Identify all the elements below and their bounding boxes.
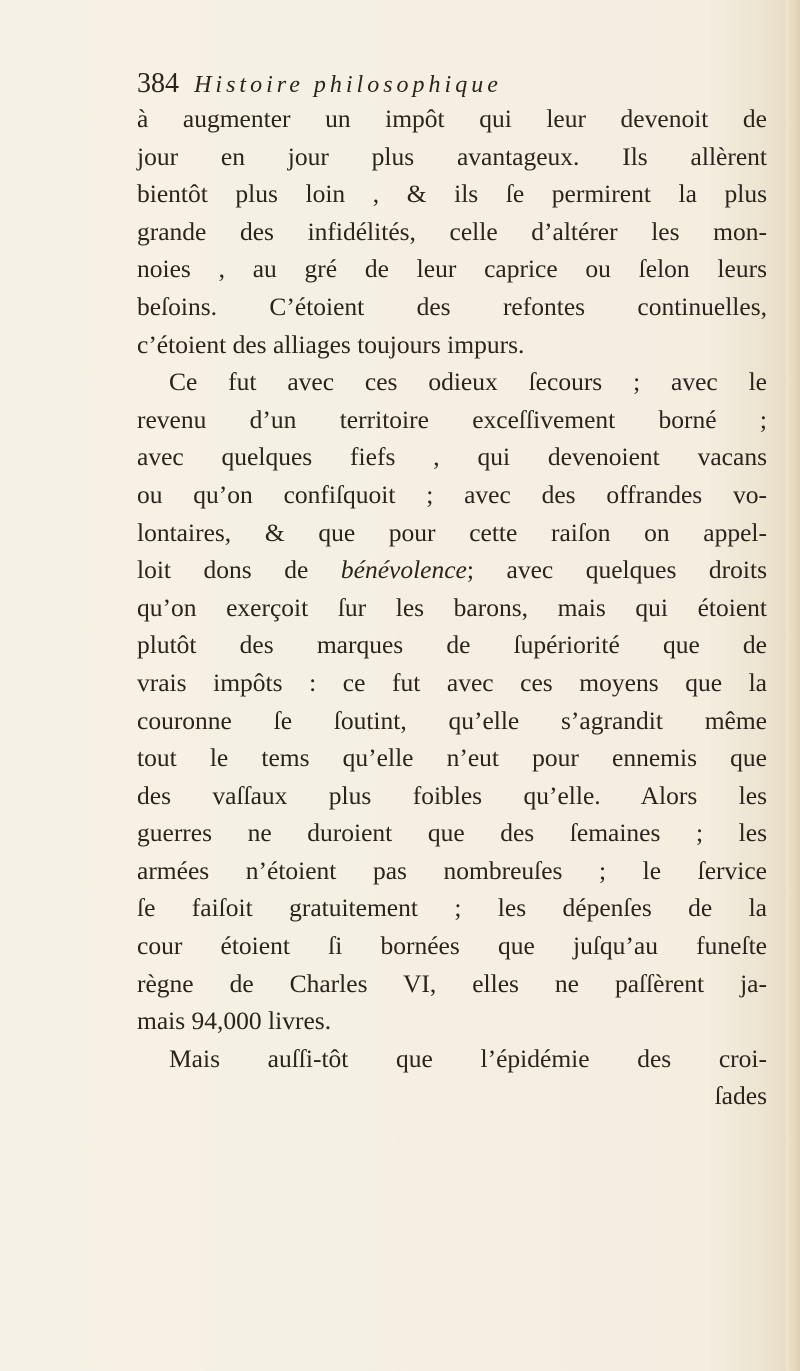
text-line: Mais auſſi-tôt que l’épidémie des croi- [169, 1043, 767, 1073]
body-text [137, 100, 767, 1115]
text-line: ou qu’on confiſquoit ; avec des offrandes vo- [137, 479, 767, 509]
text-line: ſe faiſoit gratuitement ; les dépenſes de la [137, 893, 767, 923]
text-line: armées n’étoient pas nombreuſes ; le ſervice [137, 855, 767, 885]
text-line: des vaſſaux plus foibles qu’elle. Alors les [137, 780, 767, 810]
text-line: beſoins. C’étoient des refontes continuelles, [137, 291, 767, 321]
running-title: Histoire philosophique [194, 72, 502, 98]
text-line: lontaires, & que pour cette raiſon on appel- [137, 517, 767, 547]
text-segment: loit dons de [137, 555, 309, 585]
catchword: ſades [714, 1081, 767, 1111]
text-line: couronne ſe ſoutint, qu’elle s’agrandit même [137, 705, 767, 735]
text-line: grande des infidélités, celle d’altérer les mon- [137, 216, 767, 246]
text-line: vrais impôts : ce fut avec ces moyens que la [137, 667, 767, 697]
text-line: revenu d’un territoire exceſſivement borné ; [137, 404, 767, 434]
text-line: qu’on exerçoit ſur les barons, mais qui étoient [137, 592, 767, 622]
italic-term: bénévolence [340, 555, 467, 585]
page-edge [786, 0, 800, 1371]
text-line: guerres ne duroient que des ſemaines ; les [137, 818, 767, 848]
text-line: noies , au gré de leur caprice ou ſelon leurs [137, 254, 767, 284]
text-line: règne de Charles VI, elles ne paſſèrent ja- [137, 968, 767, 998]
text-line: Ce fut avec ces odieux ſecours ; avec le [169, 367, 767, 397]
text-segment: ; avec quelques droits [466, 555, 768, 585]
text-line: jour en jour plus avantageux. Ils allèrent [137, 141, 767, 171]
page-number: 384 [137, 68, 179, 99]
text-line: à augmenter un impôt qui leur devenoit de [137, 104, 767, 133]
text-line: bientôt plus loin , & ils ſe permirent la plus [137, 179, 767, 209]
text-line [137, 551, 767, 589]
text-line: cour étoient ſi bornées que juſqu’au funeſte [137, 931, 767, 961]
text-line: mais 94,000 livres. [137, 1006, 332, 1036]
text-line: c’étoient des alliages toujours impurs. [137, 329, 525, 359]
text-line: avec quelques fiefs , qui devenoient vacans [137, 442, 767, 472]
text-line: plutôt des marques de ſupériorité que de [137, 630, 767, 660]
text-line: tout le tems qu’elle n’eut pour ennemis que [137, 743, 767, 773]
